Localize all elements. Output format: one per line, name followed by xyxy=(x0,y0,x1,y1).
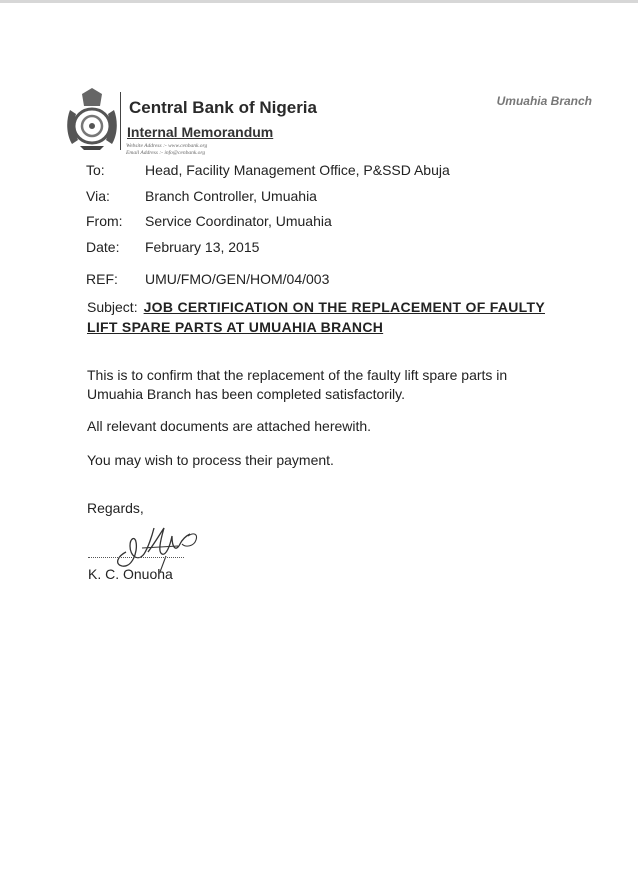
body-paragraph-payment: You may wish to process their payment. xyxy=(87,452,334,468)
via-value: Branch Controller, Umuahia xyxy=(145,188,317,204)
from-label: From: xyxy=(86,213,123,229)
date-value: February 13, 2015 xyxy=(145,239,260,255)
bank-name: Central Bank of Nigeria xyxy=(129,98,317,117)
letterhead-divider xyxy=(120,92,121,150)
memo-title: Internal Memorandum xyxy=(127,124,274,140)
body-paragraph-attachments: All relevant documents are attached herewith. xyxy=(87,418,372,434)
scan-edge xyxy=(0,0,638,3)
branch-stamp: Umuahia Branch xyxy=(496,94,592,108)
to-label: To: xyxy=(86,162,105,178)
via-label: Via: xyxy=(86,188,110,204)
to-value: Head, Facility Management Office, P&SSD Abuja xyxy=(145,162,450,178)
date-label: Date: xyxy=(86,239,120,255)
signature-line xyxy=(88,557,184,558)
from-value: Service Coordinator, Umuahia xyxy=(145,213,332,229)
ref-value: UMU/FMO/GEN/HOM/04/003 xyxy=(145,271,330,287)
signer-name: K. C. Onuoha xyxy=(88,566,173,582)
closing-regards: Regards, xyxy=(87,500,144,516)
subject-text: JOB CERTIFICATION ON THE REPLACEMENT OF FAULTY LIFT SPARE PARTS AT UMUAHIA BRANCH xyxy=(87,299,545,335)
website-line: Website Address :- www.cenbank.org xyxy=(126,143,208,149)
cbn-crest-icon xyxy=(62,86,122,152)
body-paragraph-confirmation: This is to confirm that the replacement of the faulty lift spare parts in Umuahia Branch has been completed satisfactorily. xyxy=(87,367,508,402)
email-line: Email Address :- info@cenbank.org xyxy=(126,150,206,156)
subject-label: Subject: xyxy=(87,299,138,315)
ref-label: REF: xyxy=(86,271,118,287)
subject-block xyxy=(87,297,553,337)
